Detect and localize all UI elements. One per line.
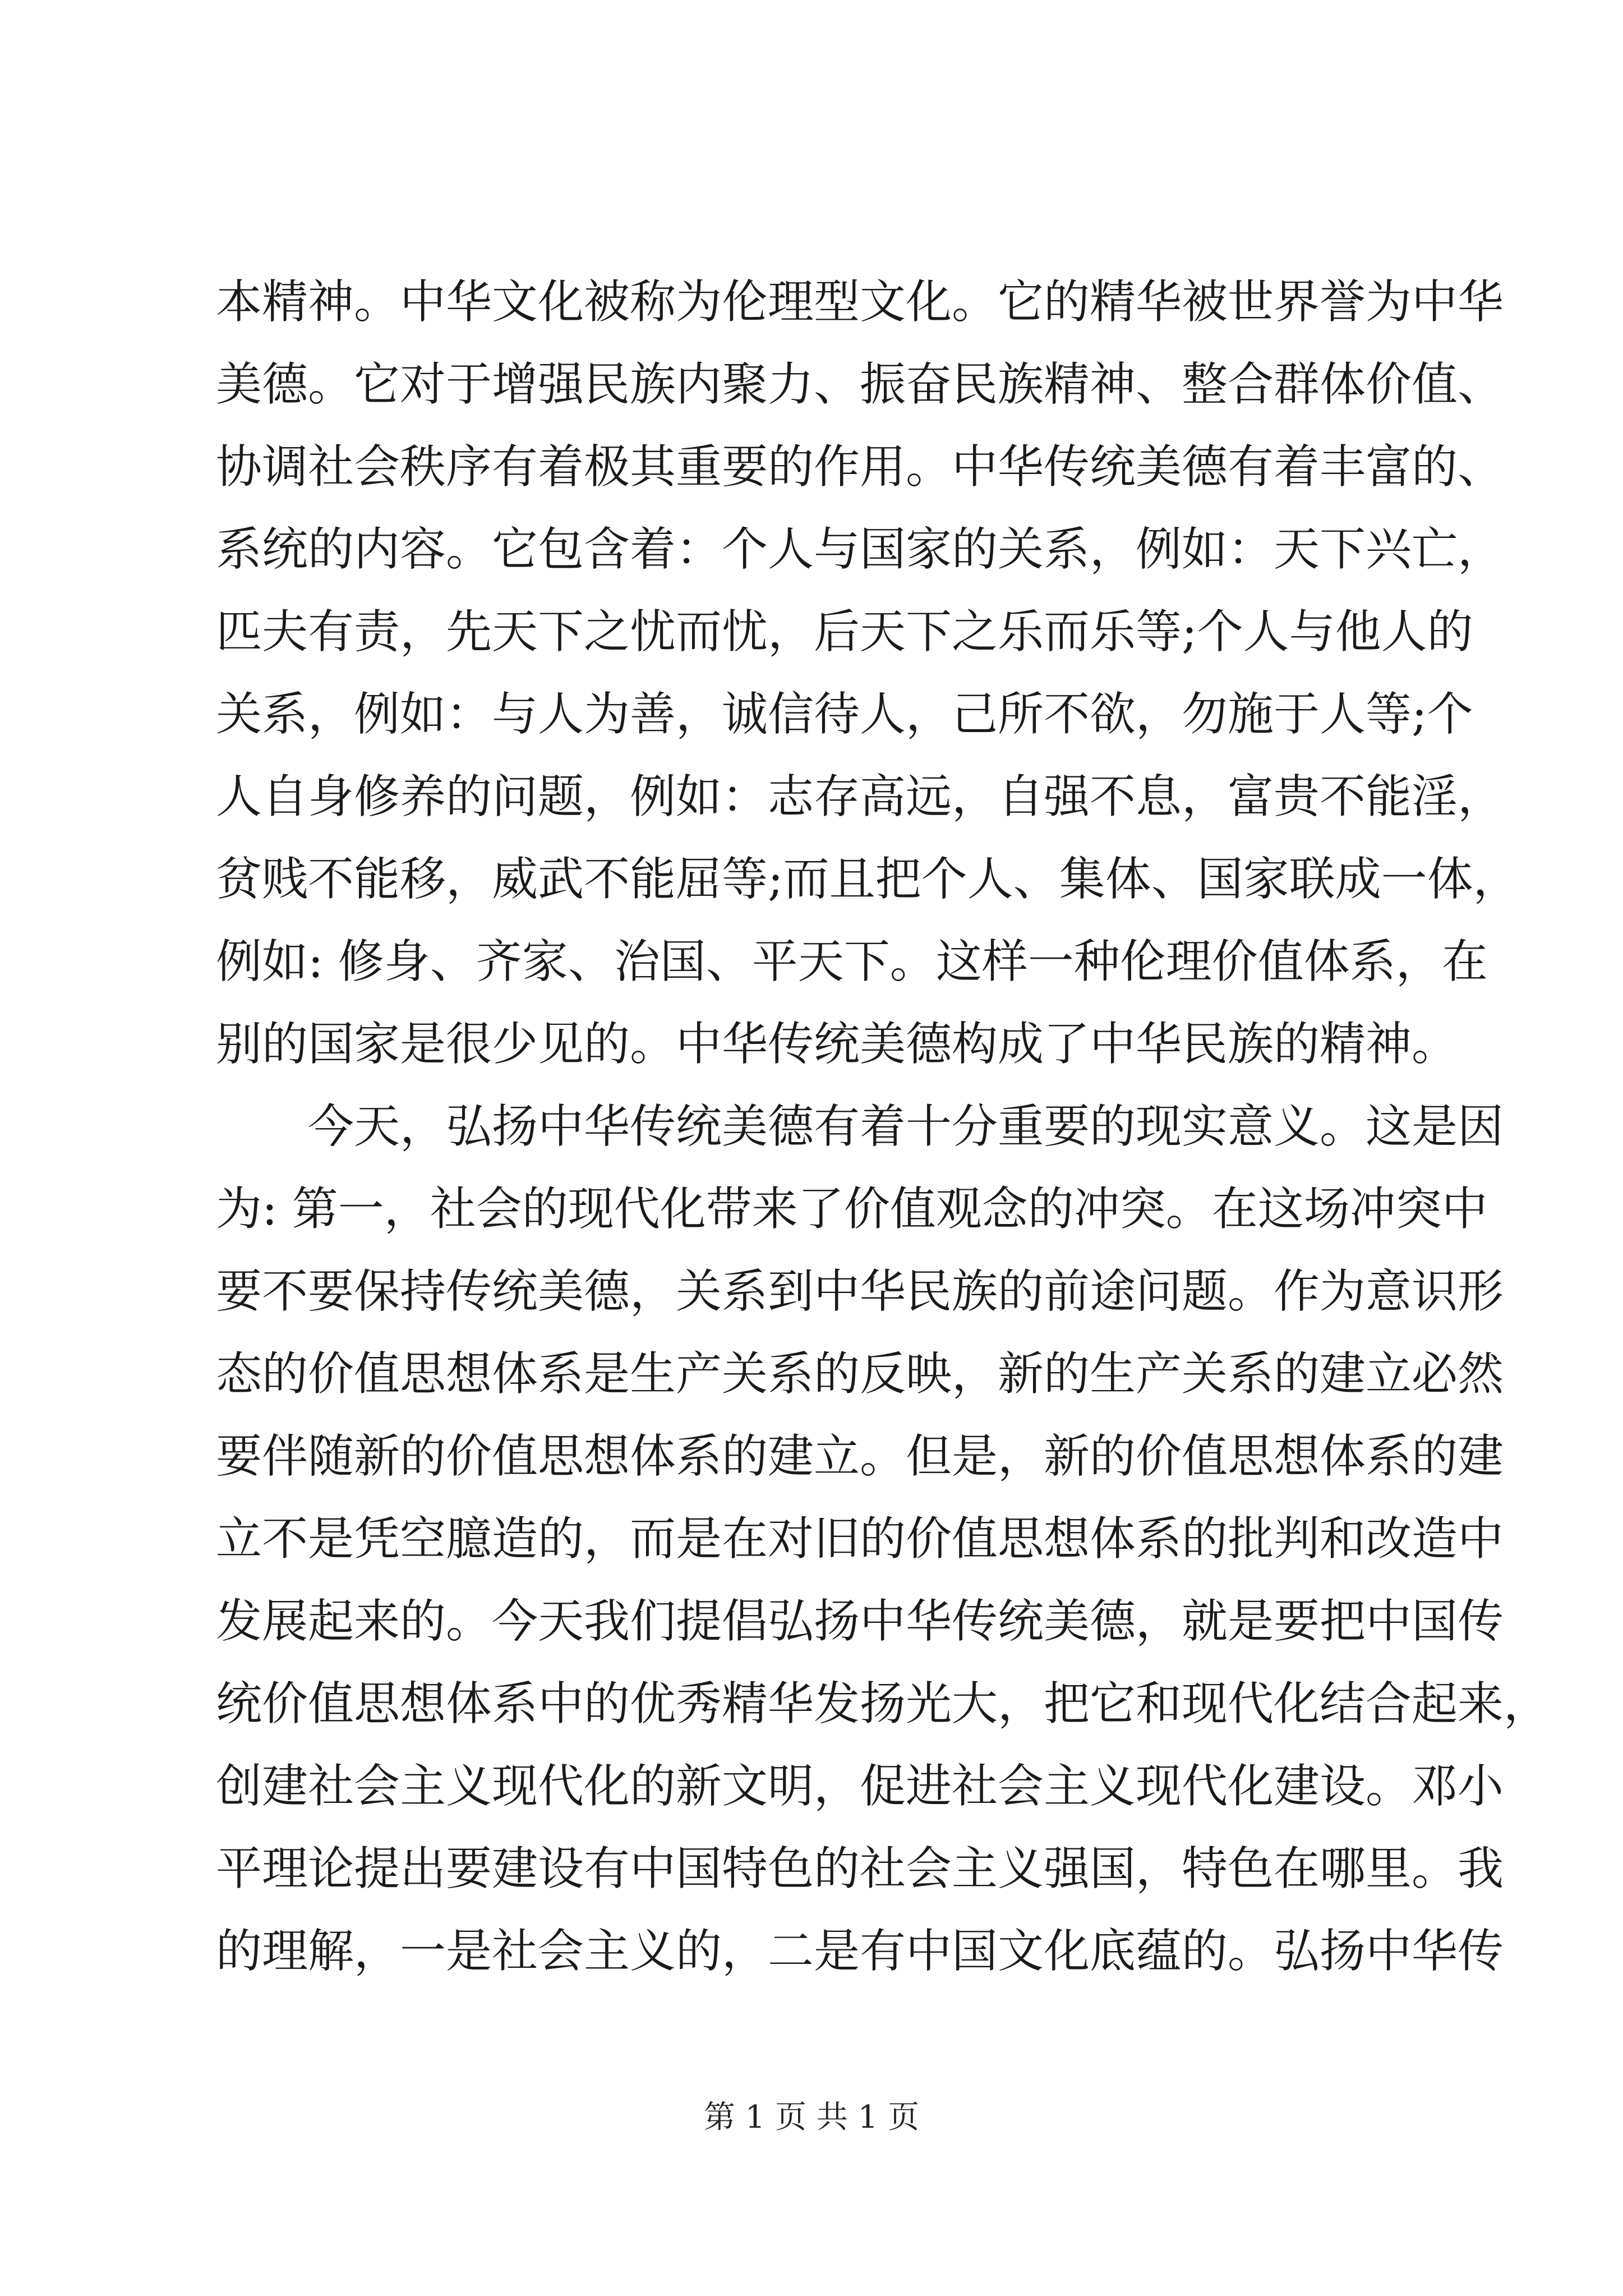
- text-line: 今天，弘扬中华传统美德有着十分重要的现实意义。这是因: [308, 1100, 1504, 1153]
- text-line: 创建社会主义现代化的新文明，促进社会主义现代化建设。邓小: [216, 1760, 1504, 1813]
- text-line: 要伴随新的价值思想体系的建立。但是，新的价值思想体系的建: [216, 1430, 1504, 1483]
- text-line: 为: 第一，社会的现代化带来了价值观念的冲突。在这场冲突中: [216, 1182, 1488, 1236]
- text-line: 别的国家是很少见的。中华传统美德构成了中华民族的精神。: [216, 1018, 1458, 1071]
- text-line: 协调社会秩序有着极其重要的作用。中华传统美德有着丰富的、: [216, 440, 1504, 494]
- text-line: 人自身修养的问题，例如：志存高远，自强不息，富贵不能淫，: [216, 770, 1504, 823]
- text-line: 的理解，一是社会主义的，二是有中国文化底蕴的。弘扬中华传: [216, 1925, 1504, 1978]
- text-line: 例如: 修身、齐家、治国、平天下。这样一种伦理价值体系，在: [216, 935, 1488, 988]
- text-line: 匹夫有责，先天下之忧而忧，后天下之乐而乐等;个人与他人的: [216, 605, 1473, 659]
- text-line: 态的价值思想体系是生产关系的反映，新的生产关系的建立必然: [216, 1347, 1504, 1401]
- text-line: 立不是凭空臆造的，而是在对旧的价值思想体系的批判和改造中: [216, 1512, 1504, 1566]
- text-line: 要不要保持传统美德，关系到中华民族的前途问题。作为意识形: [216, 1265, 1504, 1318]
- text-line: 发展起来的。今天我们提倡弘扬中华传统美德，就是要把中国传: [216, 1595, 1504, 1648]
- text-line: 平理论提出要建设有中国特色的社会主义强国，特色在哪里。我: [216, 1842, 1504, 1895]
- text-line: 本精神。中华文化被称为伦理型文化。它的精华被世界誉为中华: [216, 275, 1504, 329]
- text-line: 关系，例如：与人为善，诚信待人，己所不欲，勿施于人等;个: [216, 688, 1473, 741]
- page-number-footer: 第 1 页 共 1 页: [703, 2099, 920, 2136]
- paragraph-1: [216, 261, 1519, 1085]
- text-line: 美德。它对于增强民族内聚力、振奋民族精神、整合群体价值、: [216, 358, 1504, 411]
- text-line: 贫贱不能移，威武不能屈等;而且把个人、集体、国家联成一体，: [216, 853, 1519, 906]
- text-line: 统价值思想体系中的优秀精华发扬光大，把它和现代化结合起来，: [216, 1677, 1550, 1731]
- paragraph-2: [216, 1085, 1550, 1993]
- text-line: 系统的内容。它包含着：个人与国家的关系，例如：天下兴亡，: [216, 523, 1504, 576]
- document-body: [216, 261, 1550, 1993]
